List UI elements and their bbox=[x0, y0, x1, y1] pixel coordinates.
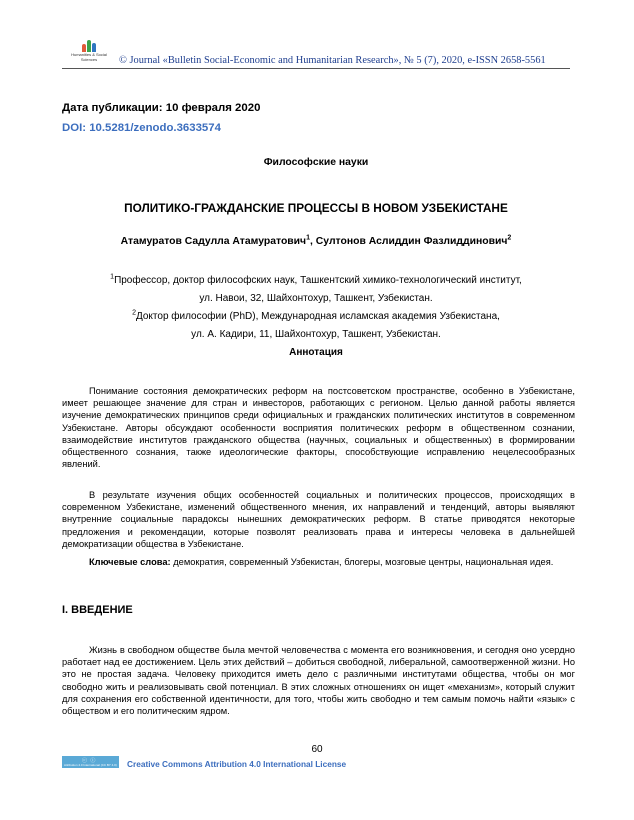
logo-text-line2: Sciences bbox=[80, 57, 98, 62]
article-title: ПОЛИТИКО-ГРАЖДАНСКИЕ ПРОЦЕССЫ В НОВОМ УЗБЕКИСТАНЕ bbox=[124, 201, 508, 215]
author-2: Султонов Аслиддин Фазлиддинович bbox=[315, 236, 508, 247]
keywords-list: демократия, современный Узбекистан, блогеры, мозговые центры, национальная идея. bbox=[170, 557, 554, 567]
page-number: 60 bbox=[311, 744, 323, 755]
journal-logo bbox=[66, 38, 112, 62]
affiliation-1-line1: $^1$Профессор, доктор философских наук, Ташкентский химико-технологический институт, bbox=[110, 273, 522, 286]
journal-header: © Journal «Bulletin Social-Economic and Humanitarian Research», № 5 (7), 2020, e-ISSN 2658-5561 bbox=[119, 55, 546, 66]
publication-date: Дата публикации: 10 февраля 2020 bbox=[62, 102, 261, 114]
license-link[interactable]: Creative Commons Attribution 4.0 International License bbox=[127, 759, 347, 769]
abstract-heading: Аннотация bbox=[289, 347, 343, 358]
doi-link[interactable]: DOI: 10.5281/zenodo.3633574 bbox=[62, 122, 221, 134]
author-2-sup: 2 bbox=[507, 234, 512, 242]
affiliation-2-line2: ул. А. Кадири, 11, Шайхонтохур, Ташкент, Узбекистан. bbox=[191, 329, 441, 340]
authors bbox=[62, 236, 570, 247]
cc-badge-text: Attribution 4.0 International (CC BY 4.0) bbox=[64, 763, 117, 767]
author-1-sup: 1 bbox=[306, 234, 311, 242]
abstract-paragraph-2: В результате изучения общих особенностей социальных и политических процессов, происходящих в современном Узбекистане, изменений общественного мнения, их направлений и тенденций, авторы выявляют внутренние социальные парадоксы нынешних демократических реформ. В статье приводятся некоторые предложения и рекомендации, которые позволят реализовать права и интересы человека в дальнейшей демократизации общества в Узбекистане. bbox=[62, 490, 575, 549]
rubric: Философские науки bbox=[263, 157, 369, 168]
affiliation-2-line1: $^2$Доктор философии (PhD), Международная исламская академия Узбекистана, bbox=[132, 309, 500, 322]
keywords-label: Ключевые слова: bbox=[89, 557, 171, 567]
affiliations bbox=[62, 272, 570, 344]
author-1: Атамуратов Садулла Атамуратович bbox=[120, 236, 307, 247]
people-icon bbox=[81, 38, 97, 52]
header-divider bbox=[62, 68, 570, 69]
intro-paragraph-1: Жизнь в свободном обществе была мечтой человечества с момента его возникновения, и сегодня оно усердно работает над ее достижением. Цель этих действий – добиться свободной, либеральной, самоотверженной жизни. Но это не простая задача. Человеку приходится иметь дело с различными институтами общества, чтобы он мог свободно жить и реализовывать свой потенциал. В этих сложных отношениях он ищет «механизм», который служит для сохранения его собственной идентичности, для того, чтобы жить свободно и тем самым помочь найти «язык» с обществом и его политическим ядром. bbox=[62, 645, 575, 717]
affiliation-1-line2: ул. Навои, 32, Шайхонтохур, Ташкент, Узбекистан. bbox=[199, 293, 433, 304]
logo-text-line1: Humanities & Social bbox=[71, 52, 107, 57]
author-separator: , bbox=[310, 236, 316, 247]
cc-by-icon: ⓒ ⓘ bbox=[82, 758, 97, 764]
cc-license-badge[interactable] bbox=[62, 756, 119, 768]
section-heading-introduction: I. ВВЕДЕНИЕ bbox=[62, 604, 133, 616]
keywords bbox=[62, 556, 575, 568]
abstract-paragraph-1: Понимание состояния демократических реформ на постсоветском пространстве, особенно в Узбекистане, имеет решающее значение для стран и инвесторов, работающих с регионом. Целью данной работы является изучение демократических принципов среди официальных и гражданских политических институтов в современном Узбекистане. Авторы обсуждают особенности восприятия политических реформ в общественном сознании, взаимодействие институтов гражданского общества (научных, социальных и общественных) в формировании общественного сознания, также идеологические факторы, способствующие исправлению нецелесообразных явлений. bbox=[62, 386, 575, 470]
